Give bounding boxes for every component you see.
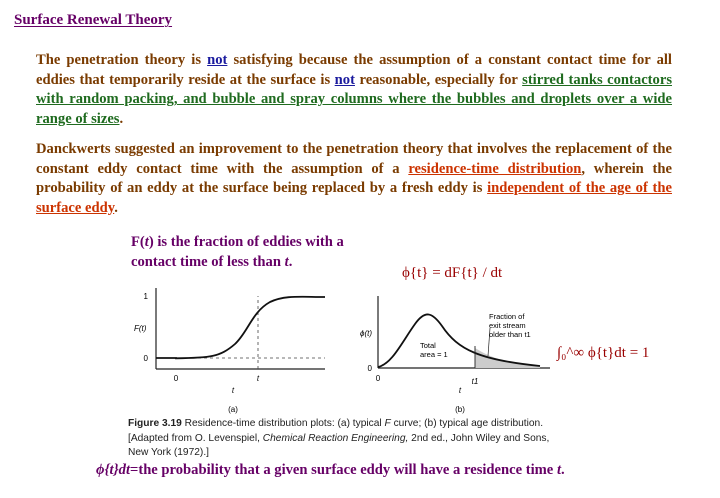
- caption-book: Chemical Reaction Engineering,: [262, 432, 409, 444]
- note-var2: t: [284, 253, 289, 270]
- paragraph-penetration-theory: [36, 51, 672, 129]
- para2-text-3: .: [114, 199, 118, 216]
- para2-text-1: Danckwerts suggested an improvement to the penetration theory that involves the replacement of the constant eddy contact time with the assumption of a: [36, 141, 672, 177]
- equation-phi-definition: ϕ{t} = dF{t} / dt: [402, 265, 503, 281]
- panel-a-plot: [134, 288, 325, 414]
- highlight-contactors: stirred tanks contactors with random packing, and bubble and spray columns where the bubbles and droplets over a wide range of sizes: [36, 71, 672, 127]
- caption-text-1: Residence-time distribution plots: (a) typical: [181, 418, 385, 429]
- panel-a-caption: (a): [228, 405, 238, 414]
- panel-b-plot: [360, 296, 550, 414]
- panel-b-x-tick-0: 0: [375, 374, 381, 383]
- panel-b-x-label: t: [458, 386, 462, 395]
- bottom-end: .: [561, 462, 565, 478]
- panel-b-area-label-2: area = 1: [420, 350, 448, 359]
- panel-a-y-tick-0: 0: [143, 354, 148, 363]
- emphasis-not-2: not: [334, 71, 355, 88]
- page-title: Surface Renewal Theory: [14, 12, 173, 28]
- note-pre: F(: [131, 234, 145, 250]
- panel-a-f-curve: [156, 297, 325, 359]
- note-var: t: [144, 234, 149, 250]
- probability-statement: [96, 462, 656, 479]
- panel-a-y-tick-1: 1: [143, 292, 148, 301]
- panel-b-fraction-label-2: exit stream: [489, 321, 526, 330]
- panel-b-fraction-label-1: Fraction of: [489, 312, 525, 321]
- panel-b-y-tick-0: 0: [367, 364, 372, 373]
- panel-a-x-label: t: [231, 386, 235, 395]
- bottom-text: =the probability that a given surface eddy will have a residence time: [130, 462, 557, 478]
- para1-text-2: satisfying because the assumption of a constant contact time for all eddies that temporarily reside at the surface is: [36, 52, 672, 88]
- caption-text-3: 2nd ed., John Wiley and Sons, New York (1972).]: [128, 432, 550, 458]
- equation-normalization: ∫₀^∞ ϕ{t}dt = 1: [557, 345, 650, 361]
- para1-text-4: .: [119, 110, 124, 127]
- emphasis-not-1: not: [207, 52, 228, 68]
- panel-b-area-label-1: Total: [420, 341, 436, 350]
- bottom-symbol: ϕ{t}dt: [96, 462, 131, 478]
- highlight-independent-age: independent of the age of the surface eddy: [36, 180, 672, 216]
- bottom-var: t: [556, 462, 561, 478]
- caption-text-2: curve; (b) typical age distribution. [Adapted from O. Levenspiel,: [128, 418, 544, 444]
- definition-note: [131, 233, 376, 272]
- para1-text-3: reasonable, especially for: [354, 71, 523, 88]
- highlight-residence-time: residence-time distribution: [408, 160, 582, 177]
- note-post: ) is the fraction of eddies with a contact time of less than: [131, 234, 344, 270]
- paragraph-danckwerts: [36, 140, 672, 218]
- note-end: .: [288, 253, 293, 270]
- para2-text-2: , wherein the probability of an eddy at the surface being replaced by a fresh eddy is: [36, 160, 672, 197]
- panel-a-x-tick-t: t: [256, 374, 260, 383]
- para1-text-1: The penetration theory is: [36, 52, 208, 68]
- panel-a-x-tick-0: 0: [173, 374, 179, 383]
- panel-b-fraction-label-3: older than t1: [489, 330, 531, 339]
- panel-b-y-label: ϕ(t): [360, 329, 372, 338]
- panel-a-y-label: F(t): [134, 324, 147, 333]
- caption-f: F: [384, 418, 391, 429]
- panel-b-caption: (b): [455, 405, 465, 414]
- figure-caption: [128, 417, 558, 461]
- panel-b-x-tick-t1: t1: [471, 377, 479, 386]
- caption-figure-number: Figure 3.19: [128, 418, 182, 429]
